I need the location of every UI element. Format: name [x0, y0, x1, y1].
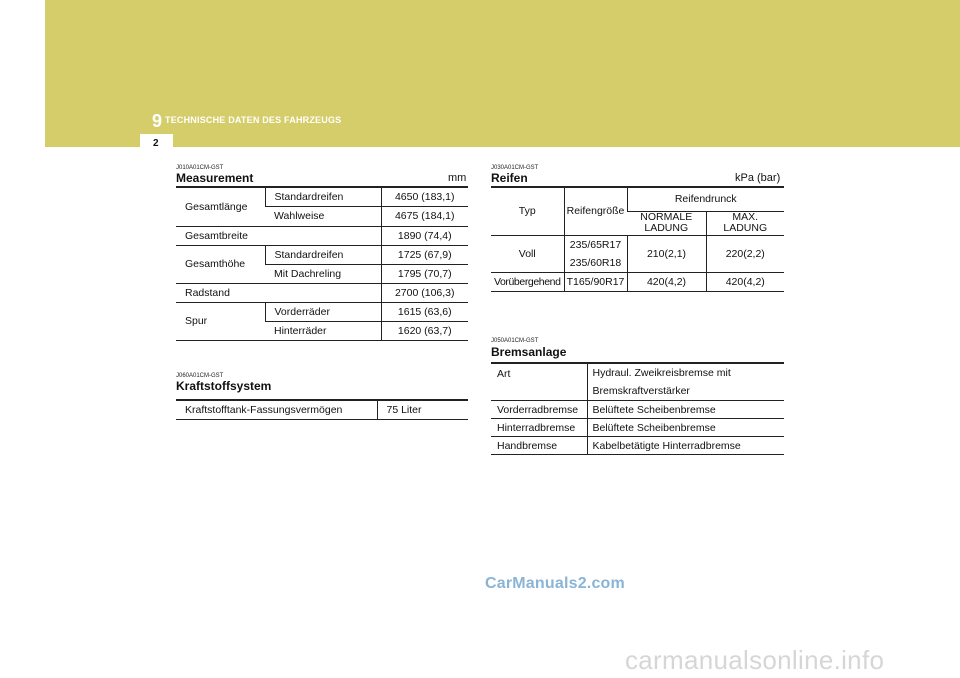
- row-sub: Standardreifen: [265, 187, 381, 206]
- brake-value: Belüftete Scheibenbremse: [587, 401, 784, 419]
- brake-value-line2: Bremskraftverstärker: [592, 385, 690, 397]
- brake-value-line1: Hydraul. Zweikreisbremse mit: [592, 367, 731, 379]
- fuel-value: 75 Liter: [377, 400, 468, 419]
- row-value: 1615 (63,6): [381, 302, 468, 321]
- page-number: 2: [153, 138, 159, 149]
- row-sub: Mit Dachreling: [265, 264, 381, 283]
- normal-line1: NORMALE: [640, 211, 693, 223]
- watermark-primary: CarManuals2.com: [485, 575, 625, 592]
- tire-size: 235/65R17: [569, 238, 622, 251]
- tire-type: Voll: [491, 235, 564, 272]
- row-label: Gesamthöhe: [176, 245, 265, 283]
- col-max-header: [706, 211, 784, 235]
- max-line1: MAX.: [732, 211, 759, 223]
- tire-size: 235/60R18: [569, 256, 622, 269]
- brakes-code: J050A01CM-GST: [491, 338, 539, 344]
- watermark-secondary: carmanualsonline.info: [625, 645, 885, 675]
- tire-max: 220(2,2): [706, 235, 784, 272]
- row-label: Radstand: [176, 283, 381, 302]
- row-label: Spur: [176, 302, 265, 340]
- brake-value: Kabelbetätigte Hinterradbremse: [587, 437, 784, 455]
- brakes-table: [491, 362, 784, 455]
- max-line2: LADUNG: [723, 222, 768, 234]
- brake-value: [587, 363, 784, 401]
- tires-code: J030A01CM-GST: [491, 165, 539, 171]
- brake-label: Vorderradbremse: [491, 401, 587, 419]
- row-value: 1620 (63,7): [381, 321, 468, 340]
- measurement-code: J010A01CM-GST: [176, 165, 224, 171]
- tires-unit: kPa (bar): [735, 172, 781, 184]
- row-sub: Standardreifen: [265, 245, 381, 264]
- col-size-header: Reifengröße: [564, 187, 627, 235]
- col-pressure-header: Reifendrunck: [627, 187, 784, 211]
- measurement-table: [176, 186, 468, 341]
- chapter-number: 9: [152, 111, 163, 131]
- row-sub: Hinterräder: [265, 321, 381, 340]
- tire-normal: 420(4,2): [627, 272, 706, 291]
- row-value: 1725 (67,9): [381, 245, 468, 264]
- row-label: Gesamtbreite: [176, 226, 381, 245]
- fuel-title: Kraftstoffsystem: [176, 379, 272, 393]
- brake-label: Hinterradbremse: [491, 419, 587, 437]
- tires-title: Reifen: [491, 171, 528, 185]
- measurement-unit: mm: [448, 172, 467, 184]
- row-label: Gesamtlänge: [176, 187, 265, 226]
- fuel-table: [176, 399, 468, 420]
- brakes-title: Bremsanlage: [491, 345, 567, 359]
- brake-label: Handbremse: [491, 437, 587, 455]
- measurement-title: Measurement: [176, 171, 254, 185]
- row-sub: Wahlweise: [265, 206, 381, 226]
- row-sub: Vorderräder: [265, 302, 381, 321]
- brake-label: Art: [491, 363, 587, 401]
- row-value: 1795 (70,7): [381, 264, 468, 283]
- tire-size: T165/90R17: [564, 272, 627, 291]
- brake-value: Belüftete Scheibenbremse: [587, 419, 784, 437]
- tire-sizes: [564, 235, 627, 272]
- tire-normal: 210(2,1): [627, 235, 706, 272]
- normal-line2: LADUNG: [644, 222, 689, 234]
- tire-type: Vorübergehend: [491, 272, 564, 291]
- row-value: 4650 (183,1): [381, 187, 468, 206]
- row-value: 1890 (74,4): [381, 226, 468, 245]
- fuel-code: J060A01CM-GST: [176, 373, 224, 379]
- tires-table: [491, 186, 784, 292]
- col-normal-header: [627, 211, 706, 235]
- row-value: 4675 (184,1): [381, 206, 468, 226]
- chapter-title: TECHNISCHE DATEN DES FAHRZEUGS: [165, 115, 342, 125]
- tire-max: 420(4,2): [706, 272, 784, 291]
- fuel-label: Kraftstofftank-Fassungsvermögen: [176, 400, 377, 419]
- col-type-header: Typ: [491, 187, 564, 235]
- row-value: 2700 (106,3): [381, 283, 468, 302]
